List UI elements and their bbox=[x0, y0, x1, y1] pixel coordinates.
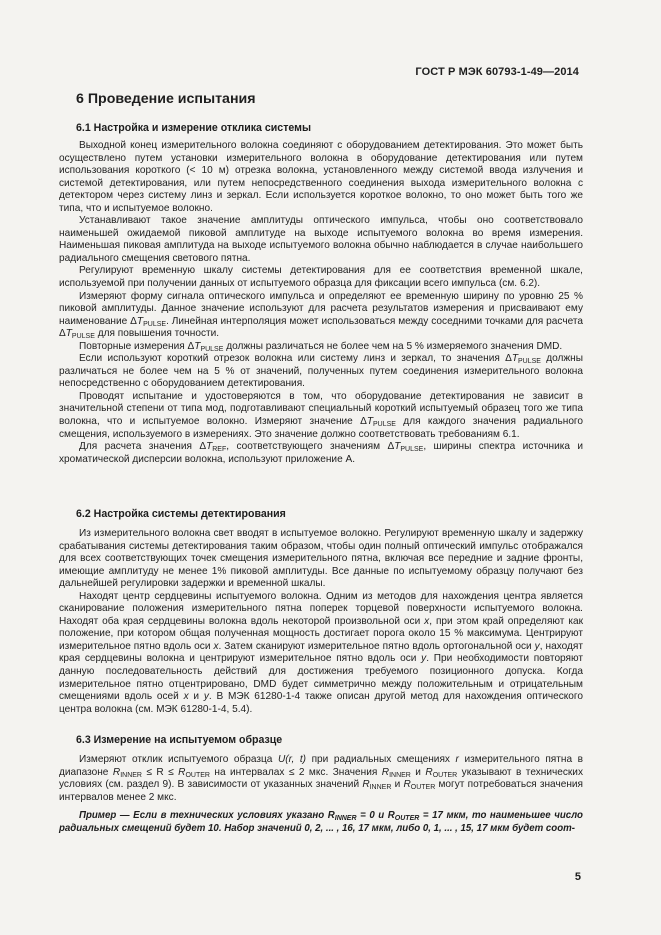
page-number: 5 bbox=[574, 871, 581, 883]
subsection-6-1-title: 6.1 Настройка и измерение отклика системы bbox=[76, 122, 312, 134]
paragraph: Для расчета значения $\Delta T_{REF}$, соответствующего значениям $\Delta T_{PULSE}$, ширины спектра источника и хроматической дисперсии волокна, используют приложение А. bbox=[59, 441, 583, 465]
paragraph: Устанавливают такое значение амплитуды оптического импульса, чтобы оно соответствовало наименьшей ожидаемой пиковой амплитуде на выходе испытуемого волокна во время измерения. Наименьшая пиковая амплитуда на выходе испытуемого волокна обычно наблюдается в случае наибольшего радиального смещения светового пятна. bbox=[59, 215, 583, 264]
paragraph: Находят центр сердцевины испытуемого волокна. Одним из методов для нахождения центра является сканирование положения измерительного пятна поперек торцевой поверхности испытуемого волокна. Находят оба края сердцевины волокна вдоль некоторой произвольной оси x, при этом край определяют как положение, при котором общая полученная мощность достигает порога около 15 % максимума. Центрируют измерительное пятно вдоль оси x. Затем сканируют измерительное пятно вдоль ортогональной оси y, находят края сердцевины волокна и центрируют измерительное пятно вдоль оси y. При необходимости повторяют данную последовательность действий для достижения требуемого позиционного допуска. Когда измерительное пятно отцентрировано, DMD будет симметрично между положительным и отрицательным смещениями вдоль осей x и y. В МЭК 61280-1-4 также описан другой метод для нахождения оптического центра волокна (см. МЭК 61280-1-4, 5.4). bbox=[59, 590, 583, 715]
paragraph: Измеряют отклик испытуемого образца U(r, t) при радиальных смещениях r измерительного пятна в диапазоне $R_{INNER} \le R \le R_{OUTER}$ на интервалах ≤ 2 мкс. Значения $R_{INNER}$ и $R_{OUTER}$ указывают в технических условиях (см. раздел 9). В зависимости от указанных значений $R_{INNER}$ и $R_{OUTER}$ могут потребоваться значения интервалов менее 2 мкс. bbox=[59, 754, 583, 803]
section-title: 6 Проведение испытания bbox=[76, 91, 256, 107]
standard-header: ГОСТ Р МЭК 60793-1-49—2014 bbox=[415, 66, 579, 78]
subsection-6-2-body bbox=[59, 528, 583, 716]
paragraph: Выходной конец измерительного волокна соединяют с оборудованием детектирования. Это может быть осуществлено путем установки измерительного волокна в оборудование детектирования или путем использования короткого (< 10 м) отрезка волокна, установленного между системой ввода излучения и системой детектирования, или путем непосредственного соединения выхода измерительного волокна с детектором через систему линз и зеркал. Если используется короткое волокно, то оно может быть того же типа, что и испытуемое волокно. bbox=[59, 140, 583, 214]
paragraph: Из измерительного волокна свет вводят в испытуемое волокно. Регулируют временную шкалу и задержку срабатывания системы детектирования таким образом, чтобы один полный оптический импульс отображался для всех соответствующих точек смещения измерительного пятна, включая все передние и задние фронты, имеющие амплитуду не менее 1% пиковой амплитуды. Все данные по испытуемому образцу получают без дальнейшей регулировки задержки и временной шкалы. bbox=[59, 528, 583, 590]
paragraph: Проводят испытание и удостоверяются в том, что оборудование детектирования не зависит в значительной степени от типа мод, подготавливают специальный короткий испытуемый образец того же типа волокна, что и испытуемое волокно. Измеряют значение $\Delta T_{PULSE}$ для каждого значения радиального смещения, используемого в измерениях. Это значение должно соответствовать требованиям 6.1. bbox=[59, 390, 584, 440]
subsection-6-3-title: 6.3 Измерение на испытуемом образце bbox=[76, 734, 283, 746]
example-paragraph: Пример — Если в технических условиях указано $R_{INNER} = 0$ и $R_{OUTER} = 17$ мкм, то наименьшее число радиальных смещений будет 10. Набор значений 0, 2, ... , 16, 17 мкм, либо 0, 1, ... , 15, 17 мкм будет соот- bbox=[59, 810, 583, 834]
paragraph: Если используют короткий отрезок волокна или систему линз и зеркал, то значения $\Delta T_{PULSE}$ должны различаться не более чем на 5 % от значений, полученных путем соединения измерительного волокна непосредственно с оборудованием детектирования. bbox=[59, 353, 583, 390]
subsection-6-3-body bbox=[59, 754, 583, 835]
paragraph: Повторные измерения $\Delta T_{PULSE}$ должны различаться не более чем на 5 % измеряемого значения DMD. bbox=[79, 340, 563, 353]
paragraph: Измеряют форму сигнала оптического импульса и определяют ее временную ширину по уровню 25 % пиковой амплитуды. Данное значение используют для расчета результатов измерения и присваивают ему наименование $\Delta T_{PULSE}$. Линейная интерполяция может использоваться между соседними точками для расчета $\Delta T_{PULSE}$ для повышения точности. bbox=[59, 290, 583, 341]
subsection-6-1-body bbox=[59, 140, 583, 466]
paragraph: Регулируют временную шкалу системы детектирования для ее соответствия временной шкале, используемой при получении данных от испытуемого образца для фиксации всего импульса (см. 6.2). bbox=[59, 265, 583, 290]
response-function: U(r, t) bbox=[278, 754, 306, 765]
subsection-6-2-title: 6.2 Настройка системы детектирования bbox=[76, 508, 286, 520]
